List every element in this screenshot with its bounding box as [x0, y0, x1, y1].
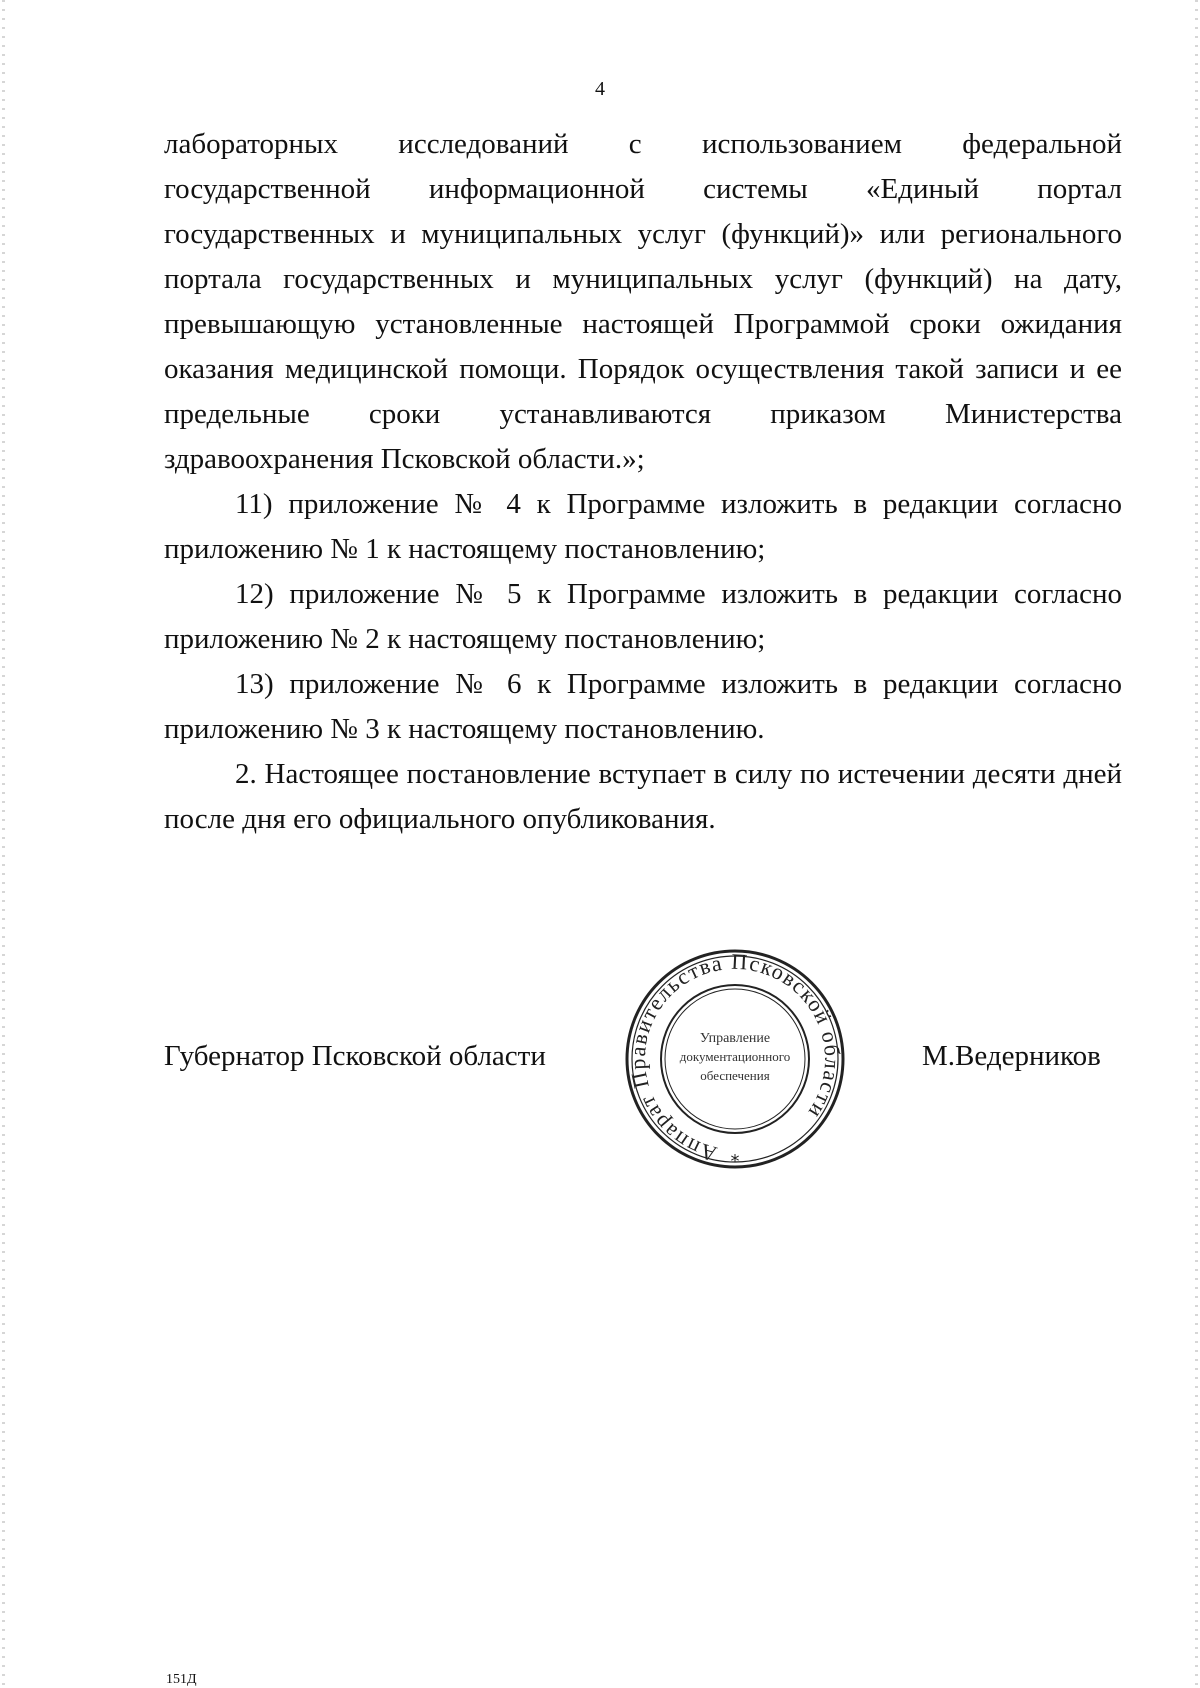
- paragraph-item-11: 11) приложение № 4 к Программе изложить в редакции согласно приложению № 1 к настоящему постановлению;: [164, 488, 1122, 565]
- document-body: [164, 122, 1122, 842]
- document-code: 151Д: [166, 1672, 197, 1687]
- paragraph-item-13: 13) приложение № 6 к Программе изложить в редакции согласно приложению № 3 к настоящему постановлению.: [164, 668, 1122, 745]
- seal-outer-text: Аппарат Правительства Псковской области: [624, 948, 846, 1168]
- scan-edge-left: [2, 0, 5, 1686]
- paragraph-continuation: лабораторных исследований с использованием федеральной государственной информационной системы «Единый портал государственных и муниципальных услуг (функций)» или регионального портала государственных и муниципальных услуг (функций) на дату, превышающую установленные настоящей Программой сроки ожидания оказания медицинской помощи. Порядок осуществления такой записи и ее предельные сроки устанавливаются приказом Министерства здравоохранения Псковской области.»;: [164, 128, 1122, 475]
- signer-name: М.Ведерников: [922, 1040, 1101, 1072]
- seal-star-icon: *: [730, 1151, 740, 1172]
- seal-inner-line-1: Управление: [699, 1031, 771, 1046]
- seal-inner-line-2: документационного: [679, 1049, 791, 1064]
- paragraph-effective-date: 2. Настоящее постановление вступает в силу по истечении десяти дней после дня его официального опубликования.: [164, 758, 1122, 835]
- page-number: 4: [595, 78, 605, 100]
- official-seal: [620, 944, 850, 1174]
- signer-title: Губернатор Псковской области: [164, 1040, 546, 1072]
- paragraph-item-12: 12) приложение № 5 к Программе изложить в редакции согласно приложению № 2 к настоящему постановлению;: [164, 578, 1122, 655]
- scan-edge-right: [1195, 0, 1198, 1686]
- seal-inner-line-3: обеспечения: [700, 1068, 770, 1083]
